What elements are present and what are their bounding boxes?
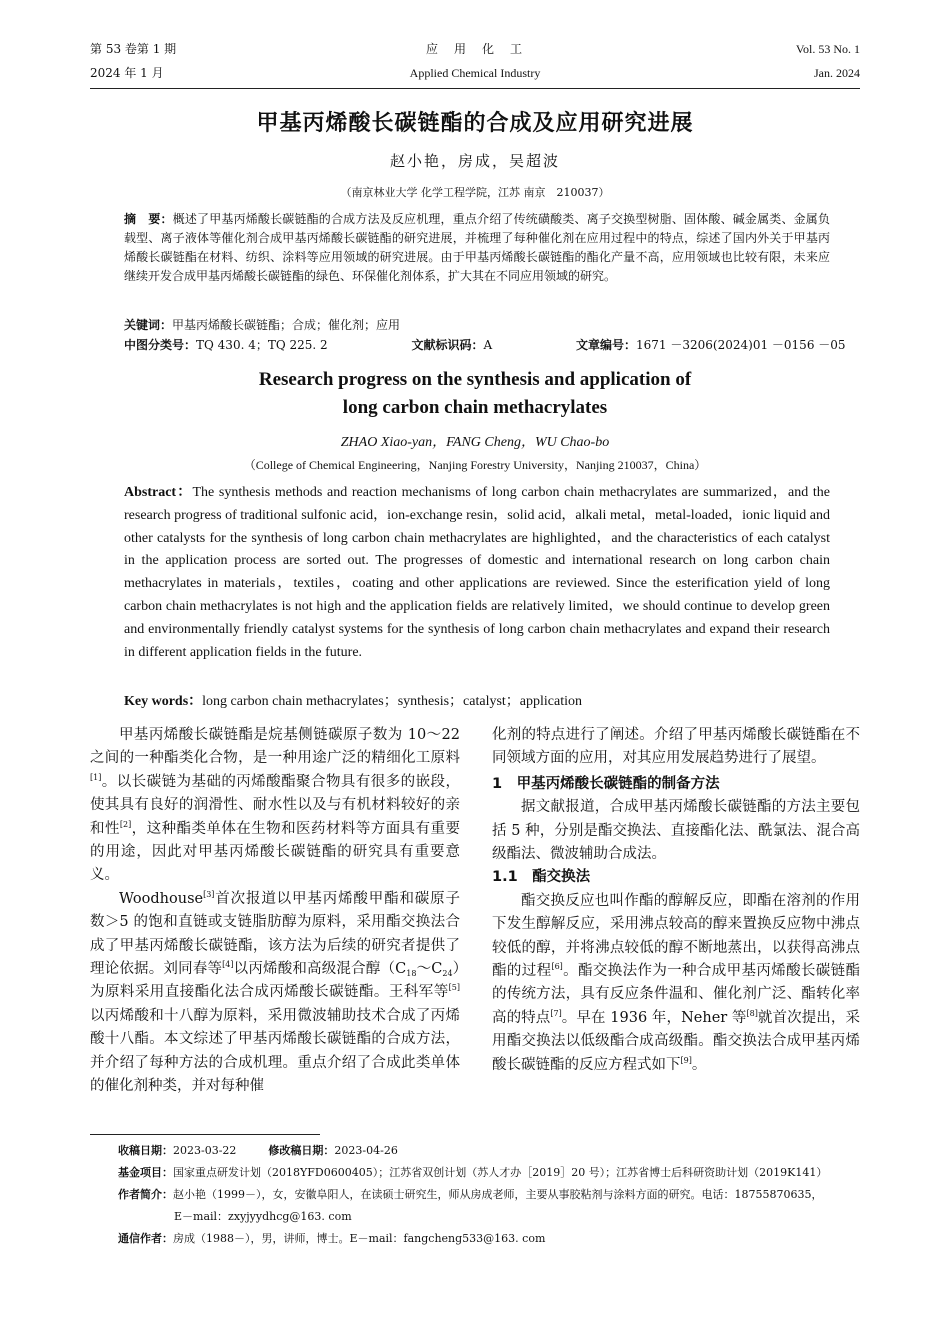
keywords-cn-text: 甲基丙烯酸长碳链酯；合成；催化剂；应用: [172, 318, 401, 332]
section-1-paragraph: 据文献报道，合成甲基丙烯酸长碳链酯的方法主要包括 5 种，分别是酯交换法、直接酯化法、酰氯法、混合高级酯法、微波辅助合成法。: [492, 799, 860, 863]
abstract-cn-label: 摘 要：: [124, 212, 173, 226]
body-left-column: [90, 724, 460, 1099]
keywords-cn-label: 关键词：: [124, 318, 173, 332]
authors-cn: 赵小艳，房成，吴超波: [389, 152, 560, 170]
keywords-en: [124, 690, 830, 710]
section-heading-1: 1 甲基丙烯酸长碳链酯的制备方法: [492, 775, 720, 792]
journal-name-cn: 应 用 化 工: [425, 42, 524, 56]
text-run: ～C: [416, 961, 443, 978]
footnotes: [118, 1140, 863, 1250]
abstract-en: [124, 482, 830, 664]
journal-name-en: Applied Chemical Industry: [409, 66, 541, 80]
intro-paragraph-2: [90, 888, 460, 1099]
subscript: 24: [442, 969, 453, 979]
text-run: 。早在 1936 年，Neher 等: [561, 1009, 747, 1026]
text-run: 。: [691, 1056, 707, 1073]
citation-ref: [8]: [746, 1008, 758, 1018]
citation-ref: [1]: [90, 772, 102, 782]
intro-paragraph-1: [90, 724, 460, 888]
keywords-en-text: long carbon chain methacrylates；synthesis；catalyst；application: [202, 694, 583, 709]
citation-ref: [6]: [551, 962, 563, 972]
header-volume-en: Vol. 53 No. 1: [795, 42, 860, 56]
author-email: E－mail：zxyjyydhcg@163. com: [174, 1210, 352, 1223]
citation-ref: [5]: [448, 983, 460, 993]
affiliation-cn: （南京林业大学 化学工程学院，江苏 南京 210037）: [340, 186, 610, 199]
doc-code: [412, 338, 533, 352]
text-run: Woodhouse: [119, 890, 204, 907]
footnote-divider: [90, 1134, 320, 1135]
authors-en: ZHAO Xiao-yan，FANG Cheng，WU Chao-bo: [340, 435, 610, 450]
article-number: [576, 338, 886, 352]
text-run: 酯交换反应也叫作酯的醇解反应，即酯在溶剂的作用下发生醇解反应，采用沸点较高的醇来置换反应物中沸点较低的醇，并将沸点较低的醇不断地蒸出，以获得高沸点酯的过程: [492, 892, 860, 980]
dates-line: [118, 1140, 863, 1162]
keywords-cn: [124, 316, 830, 334]
body-right-column: [492, 724, 860, 1077]
clc-label: 中图分类号：: [124, 338, 197, 352]
citation-ref: [4]: [222, 960, 234, 970]
fund-label: 基金项目：: [118, 1166, 173, 1179]
citation-ref: [9]: [680, 1055, 692, 1065]
section-heading-1-1: 1.1 酯交换法: [492, 869, 591, 886]
affiliation-en: （College of Chemical Engineering，Nanjing Forestry University，Nanjing 210037，China）: [243, 458, 707, 472]
received-label: 收稿日期：: [118, 1144, 173, 1157]
text-run: 以丙烯酸和高级混合醇（C: [233, 961, 407, 978]
text-run: 就首次提出，采用酯交换法以低级酯合成高级酯。酯交换法合成甲基丙烯酸长碳链酯的反应方程式如下: [492, 1009, 860, 1073]
header-divider: [90, 88, 860, 89]
abstract-en-label: Abstract：: [124, 485, 193, 500]
paper-title-cn: 甲基丙烯酸长碳链酯的合成及应用研究进展: [256, 111, 694, 136]
header-volume: 第 53 卷第 1 期: [90, 42, 177, 56]
revised-label: 修改稿日期：: [268, 1144, 335, 1157]
abstract-cn-text: 概述了甲基丙烯酸长碳链酯的合成方法及反应机理，重点介绍了传统磺酸类、离子交换型树脂、固体酸、碱金属类、金属负载型、离子液体等催化剂合成甲基丙烯酸长碳链酯的研究进展，并梳理了每种催化剂在应用过程中的特点，综述了国内外关于甲基丙烯酸长碳链酯在材料、纺织、涂料等应用领域的研究进展。由于甲基丙烯酸长碳链酯的酯化产量不高，应用领域也比较有限，未来应继续开发合成甲基丙烯酸长碳链酯的绿色、环保催化剂体系，扩大其在不同应用领域的研究。: [124, 212, 830, 283]
citation-ref: [7]: [550, 1008, 562, 1018]
revised-date: 2023-04-26: [334, 1144, 398, 1157]
author-bio: [118, 1184, 863, 1228]
doc-value: A: [483, 338, 493, 352]
corresponding-author: [118, 1228, 863, 1250]
fund-line: [118, 1162, 863, 1184]
text-run: 。酯交换法作为一种合成甲基丙烯酸长碳链酯的传统方法，具有反应条件温和、催化剂广泛、酯转化率高的特点: [492, 963, 861, 1026]
title-en-line2: long carbon chain methacrylates: [342, 397, 608, 418]
header-date-en: Jan. 2024: [814, 66, 860, 80]
text-run: ，这种酯类单体在生物和医药材料等方面具有重要的用途，因此对甲基丙烯酸长碳链酯的研究具有重要意义。: [90, 820, 461, 884]
corresponding-text: 房成（1988－），男，讲师，博士。E－mail：fangcheng533@163. com: [173, 1232, 546, 1245]
intro-paragraph-continued: 化剂的特点进行了阐述。介绍了甲基丙烯酸长碳链酯在不同领域方面的应用，对其应用发展趋势进行了展望。: [492, 727, 860, 767]
keywords-en-label: Key words：: [124, 694, 203, 709]
abstract-en-text: The synthesis methods and reaction mechanisms of long carbon chain methacrylates are summarized，and the research progress of traditional sulfonic acid，ion-exchange resin，solid acid，alkali metal，metal-loaded，ionic liquid and other catalysts for the synthesis of long carbon chain methacrylates are highlighted，and the characteristics of each catalyst in the application process are sorted out. The progresses of domestic and international research on long carbon chain methacrylates in materials，textiles，coating and other applications are reviewed. Since the esterification yield of long carbon chain methacrylates is not high and the application fields are relatively limited，we should continue to develop green and environmentally friendly catalyst systems for the synthesis of long carbon chain methacrylates and expand their research in different application fields in the future.: [124, 485, 830, 660]
paper-title-en: [0, 366, 950, 422]
text-run: 首次报道以甲基丙烯酸甲酯和碳原子数＞5 的饱和直链或支链脂肪醇为原料，采用酯交换法合成了甲基丙烯酸长碳链酯，该方法为后续的研究者提供了理论依据。刘同春等: [90, 890, 460, 978]
title-en-line1: Research progress on the synthesis and application of: [258, 369, 692, 390]
subscript: 18: [406, 969, 417, 979]
text-run: ）为原料采用直接酯化法合成丙烯酸长碳链酯。王科军等: [90, 961, 461, 1001]
doc-label: 文献标识码：: [411, 338, 484, 352]
section-1-1-paragraph: [492, 890, 860, 1077]
text-run: 以丙烯酸和十八醇为原料，采用微波辅助技术合成了丙烯酸十八酯。本文综述了甲基丙烯酸长碳链酯的合成方法，并介绍了每种方法的合成机理。重点介绍了合成此类单体的催化剂种类，并对每种催: [90, 1007, 460, 1095]
clc-number: [124, 338, 368, 352]
text-run: 。以长碳链为基础的丙烯酸酯聚合物具有很多的嵌段，使其具有良好的润滑性、耐水性以及与有机材料较好的亲和性: [90, 773, 460, 837]
abstract-cn: [124, 210, 830, 286]
classification-line: [124, 336, 926, 354]
clc-value: TQ 430. 4；TQ 225. 2: [196, 338, 328, 352]
article-label: 文章编号：: [576, 338, 637, 352]
text-run: 甲基丙烯酸长碳链酯是烷基侧链碳原子数为 10～22 之间的一种酯类化合物，是一种用途广泛的精细化工原料: [90, 727, 460, 767]
author-bio-label: 作者简介：: [118, 1188, 173, 1201]
citation-ref: [3]: [203, 889, 215, 899]
article-value: 1671 －3206(2024)01 －0156 －05: [636, 338, 846, 352]
corresponding-label: 通信作者：: [118, 1232, 173, 1245]
citation-ref: [2]: [119, 819, 132, 829]
received-date: 2023-03-22: [173, 1144, 237, 1157]
author-bio-text: 赵小艳（1999－），女，安徽阜阳人，在读硕士研究生，师从房成老师，主要从事胶粘剂与涂料方面的研究。电话：18755870635，: [173, 1188, 823, 1201]
header-date-cn: 2024 年 1 月: [90, 66, 164, 80]
fund-text: 国家重点研发计划（2018YFD0600405）；江苏省双创计划（苏人才办［2019］20 号）；江苏省博士后科研资助计划（2019K141）: [173, 1166, 828, 1179]
